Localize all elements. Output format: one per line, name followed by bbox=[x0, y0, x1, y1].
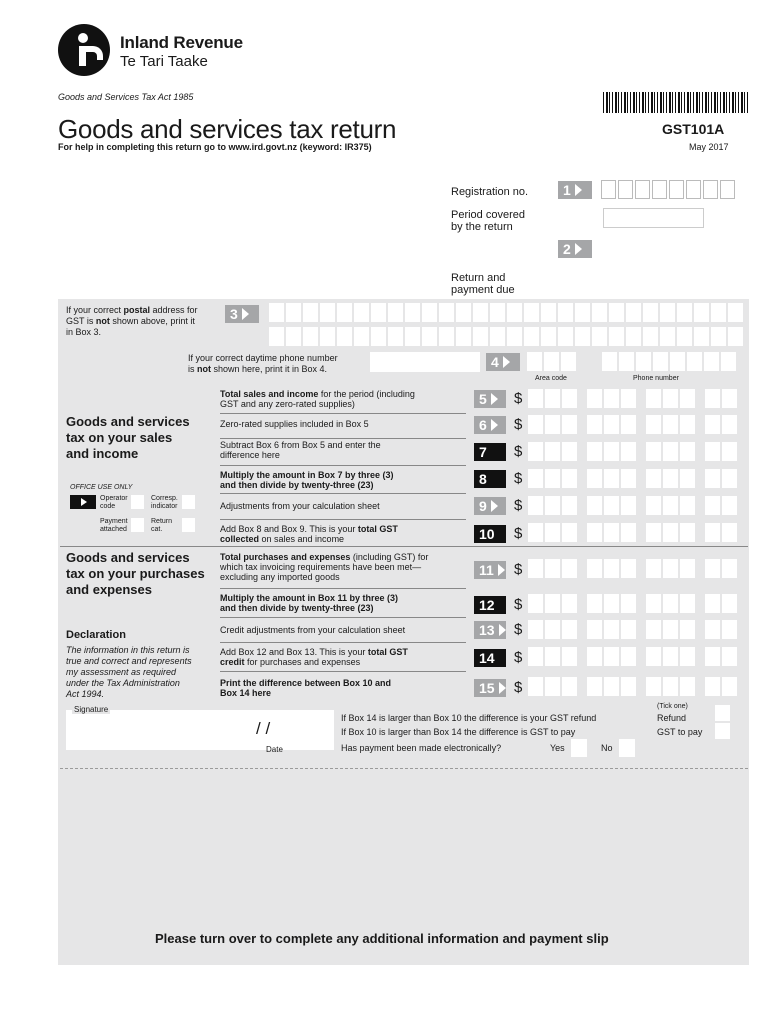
registration-input[interactable] bbox=[601, 180, 737, 199]
box-14-dollar: $ bbox=[514, 649, 523, 666]
purchases-section-heading: Goods and services tax on your purchases and expenses bbox=[66, 550, 205, 597]
box-2-badge: 2 bbox=[558, 240, 592, 258]
box-15-description: Print the difference between Box 10 and Box 14 here bbox=[220, 678, 392, 698]
pay-checkbox[interactable] bbox=[715, 723, 730, 739]
box-13-description: Credit adjustments from your calculation sheet bbox=[220, 625, 406, 635]
corresp-indicator-box[interactable] bbox=[182, 495, 195, 509]
sales-section-heading: Goods and services tax on your sales and income bbox=[66, 414, 190, 461]
org-name: Inland Revenue bbox=[120, 33, 243, 52]
declaration-text: The information in this return is true and correct and represents my assessment as required under the Tax Administration Act 1994. bbox=[66, 645, 192, 699]
date-separators: / / bbox=[256, 719, 271, 738]
yes-label: Yes bbox=[550, 743, 565, 753]
return-cat-label: Return cat. bbox=[151, 518, 173, 533]
period-label: Period covered by the return bbox=[451, 209, 525, 233]
box-9-dollar: $ bbox=[514, 497, 523, 514]
refund-checkbox[interactable] bbox=[715, 705, 730, 721]
box-10-description: Add Box 8 and Box 9. This is your total GST collected on sales and income bbox=[220, 524, 398, 544]
postal-address-line-1[interactable] bbox=[269, 303, 745, 322]
box-11-dollar: $ bbox=[514, 561, 523, 578]
due-label: Return and payment due bbox=[451, 272, 515, 296]
form-date: May 2017 bbox=[689, 142, 729, 152]
box-15-dollar: $ bbox=[514, 679, 523, 696]
box-8-amount[interactable] bbox=[528, 469, 739, 488]
signature-box[interactable] bbox=[66, 710, 334, 750]
box-7-description: Subtract Box 6 from Box 5 and enter the difference here bbox=[220, 440, 381, 460]
office-use-title: OFFICE USE ONLY bbox=[70, 484, 133, 491]
box-12-description: Multiply the amount in Box 11 by three (3) and then divide by twenty-three (23) bbox=[220, 593, 399, 613]
signature-label: Signature bbox=[74, 705, 109, 714]
refund-label: Refund bbox=[657, 713, 687, 723]
pay-label: GST to pay bbox=[657, 727, 703, 737]
area-code-label: Area code bbox=[535, 375, 567, 382]
operator-code-label: Operator code bbox=[100, 495, 128, 510]
box-12-badge: 12 bbox=[474, 596, 506, 614]
tear-line bbox=[60, 768, 748, 769]
box-13-badge: 13 bbox=[474, 621, 506, 639]
box-5-badge: 5 bbox=[474, 390, 506, 408]
yes-checkbox[interactable] bbox=[571, 739, 587, 757]
act-reference: Goods and Services Tax Act 1985 bbox=[58, 92, 194, 102]
box-11-badge: 11 bbox=[474, 561, 506, 579]
box-7-dollar: $ bbox=[514, 443, 523, 460]
area-code-input[interactable] bbox=[527, 352, 578, 371]
no-label: No bbox=[601, 743, 613, 753]
return-cat-box[interactable] bbox=[182, 518, 195, 532]
pay-question: If Box 10 is larger than Box 14 the difference is GST to pay bbox=[341, 727, 576, 737]
box-13-dollar: $ bbox=[514, 621, 523, 638]
box-1-badge: 1 bbox=[558, 181, 592, 199]
box-7-amount[interactable] bbox=[528, 442, 739, 461]
box-6-badge: 6 bbox=[474, 416, 506, 434]
form-code: GST101A bbox=[662, 121, 725, 137]
org-name-maori: Te Tari Taake bbox=[120, 53, 208, 70]
period-input[interactable] bbox=[603, 208, 704, 228]
postal-instructions: If your correct postal address for GST is not shown above, print it in Box 3. bbox=[66, 305, 198, 337]
phone-number-label: Phone number bbox=[633, 375, 679, 382]
declaration-heading: Declaration bbox=[66, 629, 126, 641]
box-11-amount[interactable] bbox=[528, 559, 739, 578]
box-4-badge: 4 bbox=[486, 353, 520, 371]
turn-over-note: Please turn over to complete any additional information and payment slip bbox=[155, 931, 609, 946]
barcode bbox=[603, 92, 748, 113]
phone-instructions: If your correct daytime phone number is not shown here, print it in Box 4. bbox=[188, 353, 338, 374]
box-15-amount[interactable] bbox=[528, 677, 739, 696]
box-8-description: Multiply the amount in Box 7 by three (3) and then divide by twenty-three (23) bbox=[220, 470, 394, 490]
box-11-description: Total purchases and expenses (including GST) for which tax invoicing requirements have been met— excluding any imported goods bbox=[220, 552, 429, 582]
corresp-indicator-label: Corresp. indicator bbox=[151, 495, 178, 510]
box-10-amount[interactable] bbox=[528, 523, 739, 542]
box-10-badge: 10 bbox=[474, 525, 506, 543]
refund-question: If Box 14 is larger than Box 10 the difference is your GST refund bbox=[341, 713, 597, 723]
box-12-amount[interactable] bbox=[528, 594, 739, 613]
box-5-amount[interactable] bbox=[528, 389, 739, 408]
box-13-amount[interactable] bbox=[528, 620, 739, 639]
registration-label: Registration no. bbox=[451, 186, 529, 198]
box-6-description: Zero-rated supplies included in Box 5 bbox=[220, 419, 369, 429]
box-14-amount[interactable] bbox=[528, 647, 739, 666]
box-14-badge: 14 bbox=[474, 649, 506, 667]
tick-one-label: (Tick one) bbox=[657, 703, 688, 710]
box-10-dollar: $ bbox=[514, 525, 523, 542]
inland-revenue-logo bbox=[58, 24, 110, 76]
payment-attached-label: Payment attached bbox=[100, 518, 128, 533]
box-3-badge: 3 bbox=[225, 305, 259, 323]
box-8-dollar: $ bbox=[514, 470, 523, 487]
date-label: Date bbox=[266, 745, 283, 754]
help-text: For help in completing this return go to www.ird.govt.nz (keyword: IR375) bbox=[58, 142, 372, 152]
box-6-dollar: $ bbox=[514, 416, 523, 433]
box-5-dollar: $ bbox=[514, 390, 523, 407]
box-6-amount[interactable] bbox=[528, 415, 739, 434]
payment-attached-box[interactable] bbox=[131, 518, 144, 532]
no-checkbox[interactable] bbox=[619, 739, 635, 757]
box-9-amount[interactable] bbox=[528, 496, 739, 515]
box-5-description: Total sales and income for the period (including GST and any zero-rated supplies) bbox=[220, 389, 415, 409]
box-12-dollar: $ bbox=[514, 596, 523, 613]
electronic-payment-question: Has payment been made electronically? bbox=[341, 743, 502, 753]
operator-code-box[interactable] bbox=[131, 495, 144, 509]
box-14-description: Add Box 12 and Box 13. This is your total GST credit for purchases and expenses bbox=[220, 647, 408, 667]
form-title: Goods and services tax return bbox=[58, 114, 397, 144]
box-9-description: Adjustments from your calculation sheet bbox=[220, 501, 380, 511]
box-7-badge: 7 bbox=[474, 443, 506, 461]
postal-address-line-2[interactable] bbox=[269, 327, 745, 346]
box-8-badge: 8 bbox=[474, 470, 506, 488]
box-9-badge: 9 bbox=[474, 497, 506, 515]
phone-number-input[interactable] bbox=[602, 352, 738, 371]
phone-preprinted bbox=[370, 352, 480, 372]
operator-arrow-icon bbox=[70, 495, 96, 509]
box-15-badge: 15 bbox=[474, 679, 506, 697]
